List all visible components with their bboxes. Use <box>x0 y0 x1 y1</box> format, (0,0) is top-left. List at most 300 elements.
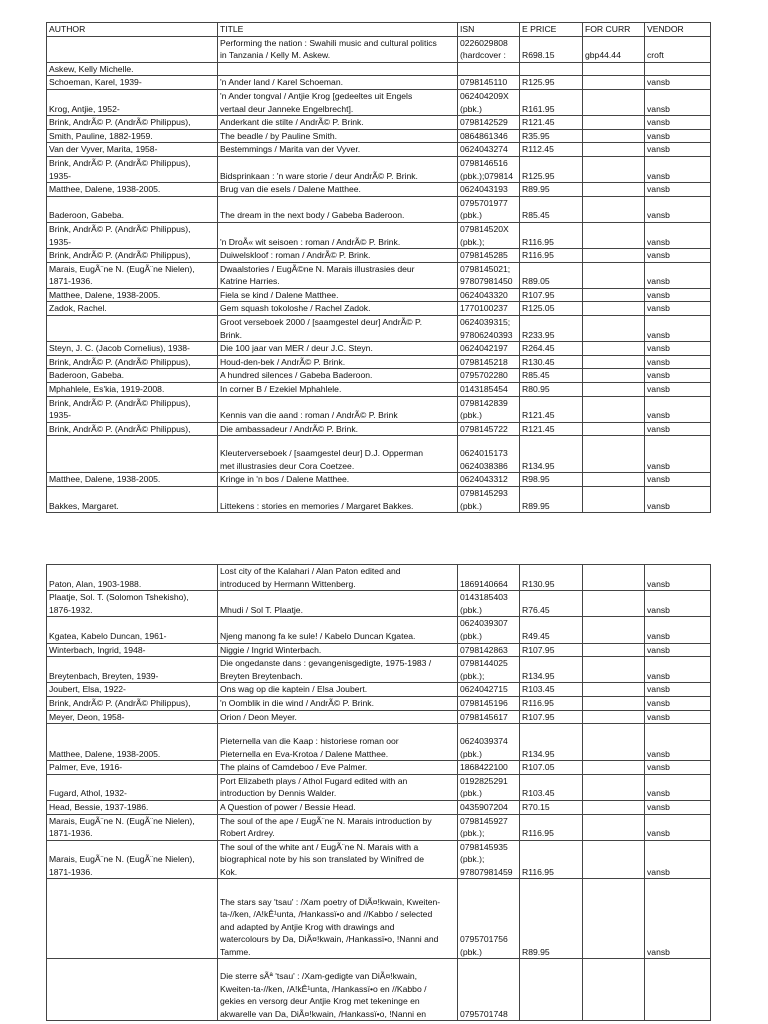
table-row <box>47 116 711 130</box>
author-cell-line: Brink, AndrÃ© P. (AndrÃ© Philippus), <box>49 157 191 168</box>
isn-cell <box>458 342 520 356</box>
header-price: E PRICE <box>520 23 583 37</box>
author-cell <box>47 156 218 182</box>
title-cell-line: A hundred silences / Gabeba Baderoon. <box>220 370 373 381</box>
vendor-cell: vansb <box>645 774 711 800</box>
isn-cell-line: 0798145722 <box>460 423 508 434</box>
title-cell <box>218 288 458 302</box>
isn-cell-line: (pbk.);079814 <box>460 170 514 181</box>
currency-cell <box>583 156 645 182</box>
isn-cell-line: 0435907204 <box>460 801 508 812</box>
table-row <box>47 657 711 683</box>
title-cell-line: Kringe in 'n bos / Dalene Matthee. <box>220 474 350 485</box>
title-cell <box>218 302 458 316</box>
author-cell <box>47 724 218 761</box>
price-cell <box>520 62 583 76</box>
vendor-cell <box>645 62 711 76</box>
currency-cell <box>583 657 645 683</box>
author-cell <box>47 959 218 1021</box>
isn-cell-line: 0143185454 <box>460 384 508 395</box>
author-cell-line: Zadok, Rachel. <box>49 303 107 314</box>
isn-cell-line: 97807981459 <box>460 866 513 877</box>
title-cell <box>218 422 458 436</box>
isn-cell-line: 0798142863 <box>460 644 508 655</box>
vendor-cell: vansb <box>645 879 711 959</box>
author-cell-line: 1871-1936. <box>49 828 93 839</box>
author-cell <box>47 814 218 840</box>
title-cell <box>218 710 458 724</box>
title-cell <box>218 436 458 473</box>
isn-cell-line: (pbk.) <box>460 748 482 759</box>
isn-cell <box>458 183 520 197</box>
isn-cell-line: 0624039307 <box>460 618 508 629</box>
title-cell-line: Port Elizabeth plays / Athol Fugard edited with an <box>220 775 408 786</box>
currency-cell <box>583 129 645 143</box>
table-row <box>47 369 711 383</box>
vendor-cell: vansb <box>645 89 711 115</box>
author-cell-line: Matthee, Dalene, 1938-2005. <box>49 474 161 485</box>
author-cell <box>47 396 218 422</box>
author-cell <box>47 710 218 724</box>
vendor-cell: vansb <box>645 814 711 840</box>
table-row <box>47 959 711 1021</box>
title-cell <box>218 222 458 248</box>
isn-cell <box>458 879 520 959</box>
author-cell-line: Meyer, Deon, 1958- <box>49 711 125 722</box>
title-cell-line: introduction by Dennis Walder. <box>220 788 337 799</box>
currency-cell <box>583 222 645 248</box>
title-cell <box>218 89 458 115</box>
isn-cell-line: (pbk.); <box>460 828 485 839</box>
isn-cell-line: 97806240393 <box>460 329 513 340</box>
table-row <box>47 36 711 62</box>
table-row <box>47 761 711 775</box>
vendor-cell: vansb <box>645 222 711 248</box>
author-cell <box>47 643 218 657</box>
vendor-cell: vansb <box>645 249 711 263</box>
currency-cell <box>583 617 645 643</box>
author-cell-line: Mphahlele, Es'kia, 1919-2008. <box>49 384 165 395</box>
title-cell-line: Katrine Harries. <box>220 276 280 287</box>
table-row <box>47 143 711 157</box>
isn-cell-line: (pbk.) <box>460 410 482 421</box>
title-cell <box>218 774 458 800</box>
isn-cell-line: 0798146516 <box>460 157 508 168</box>
author-cell-line: 1876-1932. <box>49 604 93 615</box>
title-cell-line: Die ongedanste dans : gevangenisgedigte, 1975-1983 / <box>220 658 432 669</box>
isn-cell-line: (pbk.) <box>460 103 482 114</box>
title-cell <box>218 62 458 76</box>
vendor-cell: vansb <box>645 355 711 369</box>
isn-cell-line: (pbk.) <box>460 630 482 641</box>
author-cell-line: Fugard, Athol, 1932- <box>49 788 127 799</box>
isn-cell <box>458 487 520 513</box>
author-cell <box>47 840 218 879</box>
title-cell-line: The soul of the white ant / EugÃ¨ne N. Marais with a <box>220 841 419 852</box>
price-cell: R134.95 <box>520 657 583 683</box>
title-cell <box>218 183 458 197</box>
isn-cell-line: 0795701748 <box>460 1008 508 1019</box>
header-vendor: VENDOR <box>645 23 711 37</box>
title-cell <box>218 355 458 369</box>
vendor-cell: vansb <box>645 657 711 683</box>
title-cell-line: Niggie / Ingrid Winterbach. <box>220 644 322 655</box>
title-cell-line: Dwaalstories / EugÃ©ne N. Marais illustrasies deur <box>220 263 415 274</box>
currency-cell <box>583 76 645 90</box>
title-cell-line: Mhudi / Sol T. Plaatje. <box>220 604 303 615</box>
currency-cell <box>583 316 645 342</box>
vendor-cell: vansb <box>645 369 711 383</box>
isn-cell-line: 0795702280 <box>460 370 508 381</box>
title-cell-line: A Question of power / Bessie Head. <box>220 801 356 812</box>
title-cell <box>218 959 458 1021</box>
author-cell-line: 1871-1936. <box>49 276 93 287</box>
table-row <box>47 814 711 840</box>
author-cell <box>47 436 218 473</box>
title-cell-line: Die 100 jaar van MER / deur J.C. Steyn. <box>220 343 373 354</box>
title-cell-line: Pieternella van die Kaap : historiese roman oor <box>220 735 399 746</box>
header-row <box>47 23 711 37</box>
currency-cell <box>583 565 645 591</box>
author-cell-line: Brink, AndrÃ© P. (AndrÃ© Philippus), <box>49 423 191 434</box>
table-row <box>47 800 711 814</box>
author-cell <box>47 89 218 115</box>
currency-cell <box>583 683 645 697</box>
vendor-cell: vansb <box>645 591 711 617</box>
currency-cell <box>583 591 645 617</box>
title-cell-line: Breyten Breytenbach. <box>220 670 303 681</box>
table-row <box>47 288 711 302</box>
isn-cell <box>458 89 520 115</box>
price-cell: R125.95 <box>520 76 583 90</box>
title-cell <box>218 116 458 130</box>
isn-cell-line: (pbk.); <box>460 854 485 865</box>
title-cell <box>218 683 458 697</box>
title-cell <box>218 196 458 222</box>
author-cell <box>47 683 218 697</box>
author-cell <box>47 657 218 683</box>
vendor-cell: vansb <box>645 761 711 775</box>
isn-cell <box>458 617 520 643</box>
title-cell <box>218 262 458 288</box>
price-cell: R121.45 <box>520 422 583 436</box>
title-cell <box>218 249 458 263</box>
title-cell-line: Kleuterverseboek / [saamgestel deur] D.J. Opperman <box>220 448 424 459</box>
isn-cell-line: 0624039374 <box>460 735 508 746</box>
isn-cell-line: 0864861346 <box>460 130 508 141</box>
isn-cell <box>458 436 520 473</box>
currency-cell <box>583 422 645 436</box>
author-cell-line: Marais, EugÃ¨ne N. (EugÃ¨ne Nielen), <box>49 263 195 274</box>
table-row <box>47 196 711 222</box>
isn-cell-line: 1868422100 <box>460 762 508 773</box>
isn-cell-line: 0798145218 <box>460 356 508 367</box>
title-cell-line: Littekens : stories en memories / Margaret Bakkes. <box>220 500 414 511</box>
price-cell: R85.45 <box>520 369 583 383</box>
isn-cell-line: 97807981450 <box>460 276 513 287</box>
isn-cell <box>458 724 520 761</box>
title-cell-line: met illustrasies deur Cora Coetzee. <box>220 460 355 471</box>
table-row <box>47 262 711 288</box>
isn-cell <box>458 814 520 840</box>
table-row <box>47 89 711 115</box>
author-cell-line: Marais, EugÃ¨ne N. (EugÃ¨ne Nielen), <box>49 815 195 826</box>
title-cell <box>218 761 458 775</box>
author-cell <box>47 696 218 710</box>
isn-cell <box>458 129 520 143</box>
author-cell <box>47 473 218 487</box>
title-cell <box>218 76 458 90</box>
currency-cell <box>583 302 645 316</box>
author-cell <box>47 116 218 130</box>
title-cell-line: Brink. <box>220 329 242 340</box>
title-cell-line: Duiwelskloof : roman / AndrÃ© P. Brink. <box>220 250 371 261</box>
currency-cell <box>583 383 645 397</box>
author-cell-line: Brink, AndrÃ© P. (AndrÃ© Philippus), <box>49 697 191 708</box>
isn-cell-line: 062404209X <box>460 90 509 101</box>
price-cell: R161.95 <box>520 89 583 115</box>
title-cell-line: Performing the nation : Swahili music and cultural politics <box>220 37 437 48</box>
author-cell-line: 1935- <box>49 410 71 421</box>
title-cell <box>218 143 458 157</box>
isn-cell <box>458 262 520 288</box>
title-cell <box>218 396 458 422</box>
title-cell-line: 'n Oomblik in die wind / AndrÃ© P. Brink. <box>220 697 374 708</box>
author-cell <box>47 591 218 617</box>
isn-cell-line: 0798145617 <box>460 711 508 722</box>
currency-cell <box>583 249 645 263</box>
author-cell <box>47 143 218 157</box>
title-cell <box>218 129 458 143</box>
vendor-cell: vansb <box>645 302 711 316</box>
title-cell-line: vertaal deur Janneke Engelbrecht]. <box>220 103 354 114</box>
price-cell: R103.45 <box>520 683 583 697</box>
vendor-cell: vansb <box>645 710 711 724</box>
isn-cell <box>458 355 520 369</box>
isn-cell-line: (pbk.) <box>460 210 482 221</box>
author-cell <box>47 249 218 263</box>
price-cell: R70.15 <box>520 800 583 814</box>
price-cell: R134.95 <box>520 724 583 761</box>
currency-cell <box>583 959 645 1021</box>
price-cell: R125.05 <box>520 302 583 316</box>
isn-cell-line: 0624038386 <box>460 460 508 471</box>
price-cell: R49.45 <box>520 617 583 643</box>
author-cell <box>47 800 218 814</box>
title-cell-line: Kweiten-ta-//ken, /A!kÊ¹unta, /Hankassï•o en //Kabbo / <box>220 983 427 994</box>
isn-cell-line: 0798144025 <box>460 658 508 669</box>
currency-cell <box>583 487 645 513</box>
price-cell: R103.45 <box>520 774 583 800</box>
vendor-cell: vansb <box>645 183 711 197</box>
price-cell: R698.15 <box>520 36 583 62</box>
price-cell: R121.45 <box>520 396 583 422</box>
author-cell-line: Baderoon, Gabeba. <box>49 210 125 221</box>
table-row <box>47 62 711 76</box>
title-cell-line: The stars say 'tsau' : /Xam poetry of DiÃ¤!kwain, Kweiten- <box>220 896 441 907</box>
isn-cell-line: (pbk.) <box>460 604 482 615</box>
title-cell <box>218 487 458 513</box>
currency-cell <box>583 473 645 487</box>
vendor-cell: vansb <box>645 316 711 342</box>
title-cell <box>218 840 458 879</box>
title-cell-line: 'n DroÃ« wit seisoen : roman / AndrÃ© P. Brink. <box>220 236 401 247</box>
currency-cell <box>583 800 645 814</box>
author-cell <box>47 761 218 775</box>
isn-cell-line: 1770100237 <box>460 303 508 314</box>
title-cell-line: Kok. <box>220 866 238 877</box>
isn-cell <box>458 591 520 617</box>
vendor-cell: croft <box>645 36 711 62</box>
price-cell: R112.45 <box>520 143 583 157</box>
isn-cell-line: 0624015173 <box>460 448 508 459</box>
isn-cell <box>458 840 520 879</box>
isn-cell-line: 0798142839 <box>460 397 508 408</box>
price-cell: R107.05 <box>520 761 583 775</box>
currency-cell <box>583 288 645 302</box>
title-cell <box>218 643 458 657</box>
currency-cell <box>583 342 645 356</box>
isn-cell-line: (pbk.) <box>460 788 482 799</box>
title-cell-line: The plains of Camdeboo / Eve Palmer. <box>220 762 368 773</box>
isn-cell-line: 0795701977 <box>460 197 508 208</box>
isn-cell <box>458 143 520 157</box>
author-cell-line: Brink, AndrÃ© P. (AndrÃ© Philippus), <box>49 250 191 261</box>
isn-cell-line: 0624043274 <box>460 144 508 155</box>
isn-cell <box>458 316 520 342</box>
title-cell-line: The dream in the next body / Gabeba Baderoon. <box>220 210 405 221</box>
vendor-cell: vansb <box>645 696 711 710</box>
price-cell: R85.45 <box>520 196 583 222</box>
currency-cell: gbp44.44 <box>583 36 645 62</box>
author-cell-line: Van der Vyver, Marita, 1958- <box>49 144 158 155</box>
isn-cell-line: 0798145021; <box>460 263 511 274</box>
isn-cell-line: 0624042715 <box>460 684 508 695</box>
author-cell-line: Matthee, Dalene, 1938-2005. <box>49 184 161 195</box>
isn-cell-line: 0624039315; <box>460 317 511 328</box>
isn-cell-line: 1869140664 <box>460 578 508 589</box>
author-cell <box>47 129 218 143</box>
title-cell <box>218 591 458 617</box>
isn-cell-line: 0226029808 <box>460 37 508 48</box>
author-cell-line: Baderoon, Gabeba. <box>49 370 125 381</box>
isn-cell <box>458 643 520 657</box>
table-row <box>47 183 711 197</box>
vendor-cell: vansb <box>645 565 711 591</box>
table-row <box>47 643 711 657</box>
vendor-cell: vansb <box>645 196 711 222</box>
vendor-cell: vansb <box>645 800 711 814</box>
price-cell: R107.95 <box>520 288 583 302</box>
author-cell-line: Matthee, Dalene, 1938-2005. <box>49 748 161 759</box>
table-row <box>47 683 711 697</box>
price-cell: R134.95 <box>520 436 583 473</box>
isn-cell-line: 0798145293 <box>460 488 508 498</box>
table-row <box>47 355 711 369</box>
vendor-cell: vansb <box>645 840 711 879</box>
author-cell <box>47 342 218 356</box>
price-cell: R130.45 <box>520 355 583 369</box>
vendor-cell: vansb <box>645 643 711 657</box>
author-cell-line: Askew, Kelly Michelle. <box>49 63 134 74</box>
vendor-cell: vansb <box>645 617 711 643</box>
title-cell <box>218 724 458 761</box>
table-row <box>47 840 711 879</box>
price-cell: R35.95 <box>520 129 583 143</box>
title-cell-line: The soul of the ape / EugÃ¨ne N. Marais introduction by <box>220 815 432 826</box>
price-cell: R116.95 <box>520 814 583 840</box>
inventory-table-1 <box>46 22 711 513</box>
header-title: TITLE <box>218 23 458 37</box>
author-cell-line: Head, Bessie, 1937-1986. <box>49 801 149 812</box>
isn-cell <box>458 696 520 710</box>
title-cell-line: Brug van die esels / Dalene Matthee. <box>220 184 361 195</box>
table-row <box>47 724 711 761</box>
price-cell: R80.95 <box>520 383 583 397</box>
title-cell-line: watercolours by Da, DiÃ¤!kwain, /Hankassï•o, !Nanni and <box>220 934 439 945</box>
isn-cell-line: 0143185403 <box>460 592 508 603</box>
price-cell: R89.95 <box>520 183 583 197</box>
author-cell <box>47 355 218 369</box>
currency-cell <box>583 710 645 724</box>
isn-cell-line: 0798145110 <box>460 77 508 88</box>
title-cell <box>218 696 458 710</box>
vendor-cell: vansb <box>645 116 711 130</box>
table-row <box>47 617 711 643</box>
header-currency: FOR CURR <box>583 23 645 37</box>
table-row <box>47 222 711 248</box>
title-cell <box>218 800 458 814</box>
title-cell <box>218 879 458 959</box>
currency-cell <box>583 879 645 959</box>
table-row <box>47 342 711 356</box>
title-cell-line: 'n Ander tongval / Antjie Krog [gedeeltes uit Engels <box>220 90 413 101</box>
title-cell <box>218 565 458 591</box>
vendor-cell: vansb <box>645 724 711 761</box>
price-cell: R107.95 <box>520 710 583 724</box>
author-cell <box>47 62 218 76</box>
table-row <box>47 422 711 436</box>
title-cell-line: The beadle / by Pauline Smith. <box>220 130 338 141</box>
vendor-cell: vansb <box>645 143 711 157</box>
title-cell <box>218 657 458 683</box>
isn-cell <box>458 774 520 800</box>
title-cell-line: Kennis van die aand : roman / AndrÃ© P. Brink <box>220 410 398 421</box>
author-cell <box>47 565 218 591</box>
author-cell-line: Schoeman, Karel, 1939- <box>49 77 142 88</box>
table-row <box>47 249 711 263</box>
currency-cell <box>583 643 645 657</box>
table-row <box>47 156 711 182</box>
currency-cell <box>583 761 645 775</box>
title-cell-line: biographical note by his son translated by Winifred de <box>220 854 424 865</box>
currency-cell <box>583 396 645 422</box>
author-cell-line: Winterbach, Ingrid, 1948- <box>49 644 146 655</box>
author-cell <box>47 774 218 800</box>
isn-cell-line: 0798142529 <box>460 117 508 128</box>
author-cell-line: Bakkes, Margaret. <box>49 500 119 511</box>
author-cell-line: Krog, Antjie, 1952- <box>49 103 120 114</box>
table-row <box>47 302 711 316</box>
author-cell <box>47 422 218 436</box>
author-cell-line: Smith, Pauline, 1882-1959. <box>49 130 153 141</box>
isn-cell-line: (pbk.) <box>460 946 482 957</box>
isn-cell <box>458 800 520 814</box>
isn-cell <box>458 710 520 724</box>
isn-cell <box>458 959 520 1021</box>
isn-cell-line: 0624042197 <box>460 343 508 354</box>
table-row <box>47 436 711 473</box>
